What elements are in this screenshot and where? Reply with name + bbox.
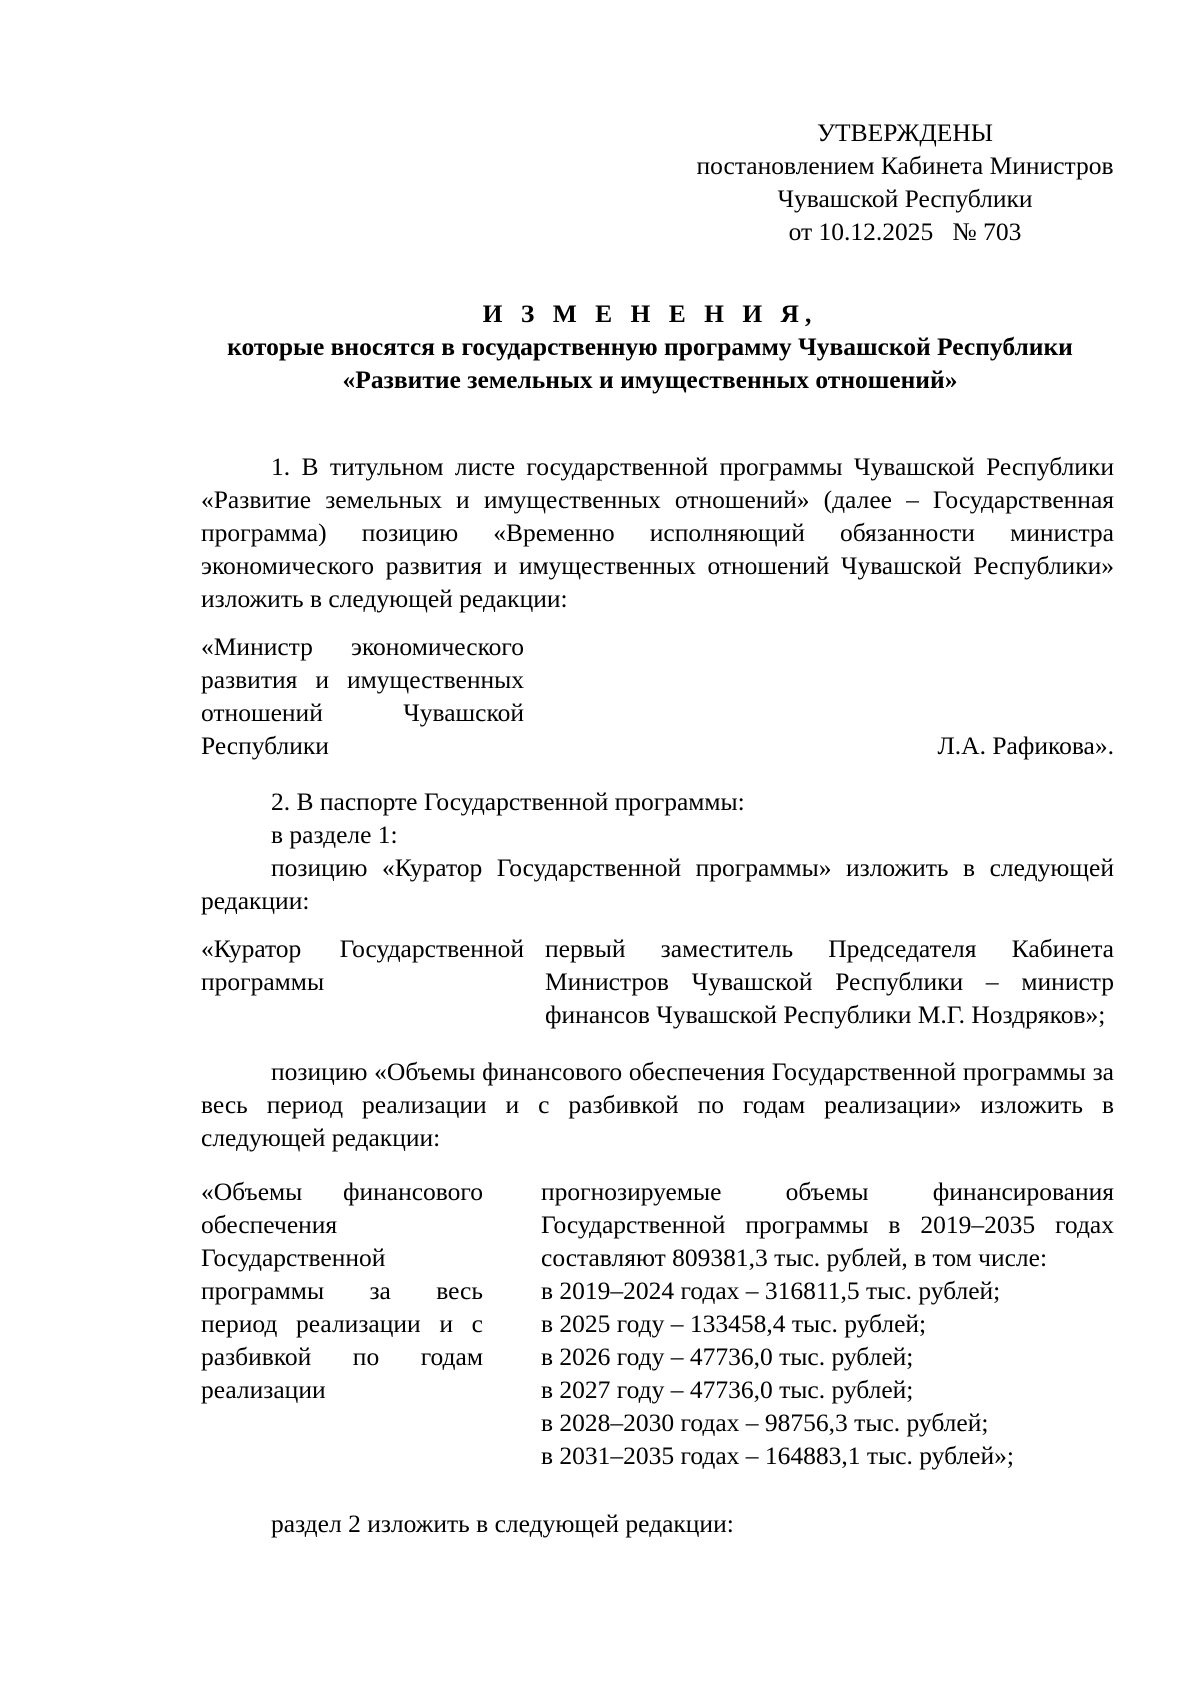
approval-block [680,116,1130,248]
volumes-item: в 2031–2035 годах – 164883,1 тыс. рублей»; [541,1441,1014,1470]
volumes-item: в 2027 году – 47736,0 тыс. рублей; [541,1375,914,1404]
section-1-paragraph: 1. В титульном листе государственной программы Чувашской Республики «Развитие земельных и имущественных отношений» (далее – Государственная программа) позицию «Временно исполняющий обязанности министра экономического развития и имущественных отношений Чувашской Республики» изложить в следующей редакции: [201,452,1114,613]
volumes-item: в 2025 году – 133458,4 тыс. рублей; [541,1309,927,1338]
curator-row [201,932,1114,1042]
section-2-heading: 2. В паспорте Государственной программы: [271,787,745,816]
approval-decree: постановлением Кабинета Министров [696,151,1114,180]
volumes-label: «Объемы финансового обеспечения Государственной программы за весь период реализации и с разбивкой по годам реализации [201,1177,483,1404]
volumes-intro [201,1055,1114,1154]
minister-position: «Министр экономического развития и имущественных отношений Чувашской Республики [201,632,524,760]
approval-title: УТВЕРЖДЕНЫ [817,118,993,147]
volumes-summary: прогнозируемые объемы финансирования Государственной программы в 2019–2035 годах составляют 809381,3 тыс. рублей, в том числе: [541,1177,1114,1272]
title-subtitle-1: которые вносятся в государственную программу Чувашской Республики [227,332,1073,361]
volumes-item: в 2026 году – 47736,0 тыс. рублей; [541,1342,914,1371]
document-title [200,297,1100,396]
volumes-item: в 2028–2030 годах – 98756,3 тыс. рублей; [541,1408,989,1437]
section-2-intro [201,785,1114,917]
section-2-subsection: в разделе 1: [271,820,398,849]
title-subtitle-2: «Развитие земельных и имущественных отношений» [342,365,958,394]
approval-republic: Чувашской Республики [777,184,1033,213]
volumes-intro-paragraph: позицию «Объемы финансового обеспечения Государственной программы за весь период реализации и с разбивкой по годам реализации» изложить в следующей редакции: [201,1057,1114,1152]
volumes-row [201,1175,1114,1475]
section-2-curator-intro: позицию «Куратор Государственной программы» изложить в следующей редакции: [201,853,1114,915]
section-1 [201,450,1114,615]
section-2-final-line: раздел 2 изложить в следующей редакции: [271,1509,734,1538]
minister-row [201,630,1114,770]
approval-date-number: от 10.12.2025 № 703 [788,217,1022,246]
curator-value: первый заместитель Председателя Кабинета Министров Чувашской Республики – министр финансов Чувашской Республики М.Г. Ноздряков»; [545,934,1114,1029]
volumes-value [541,1175,1114,1472]
section-2-final [201,1507,1114,1540]
minister-name: Л.А. Рафикова». [937,731,1114,760]
title-main: И З М Е Н Е Н И Я, [482,299,818,328]
curator-label: «Куратор Государственной программы [201,934,524,996]
volumes-item: в 2019–2024 годах – 316811,5 тыс. рублей; [541,1276,1001,1305]
